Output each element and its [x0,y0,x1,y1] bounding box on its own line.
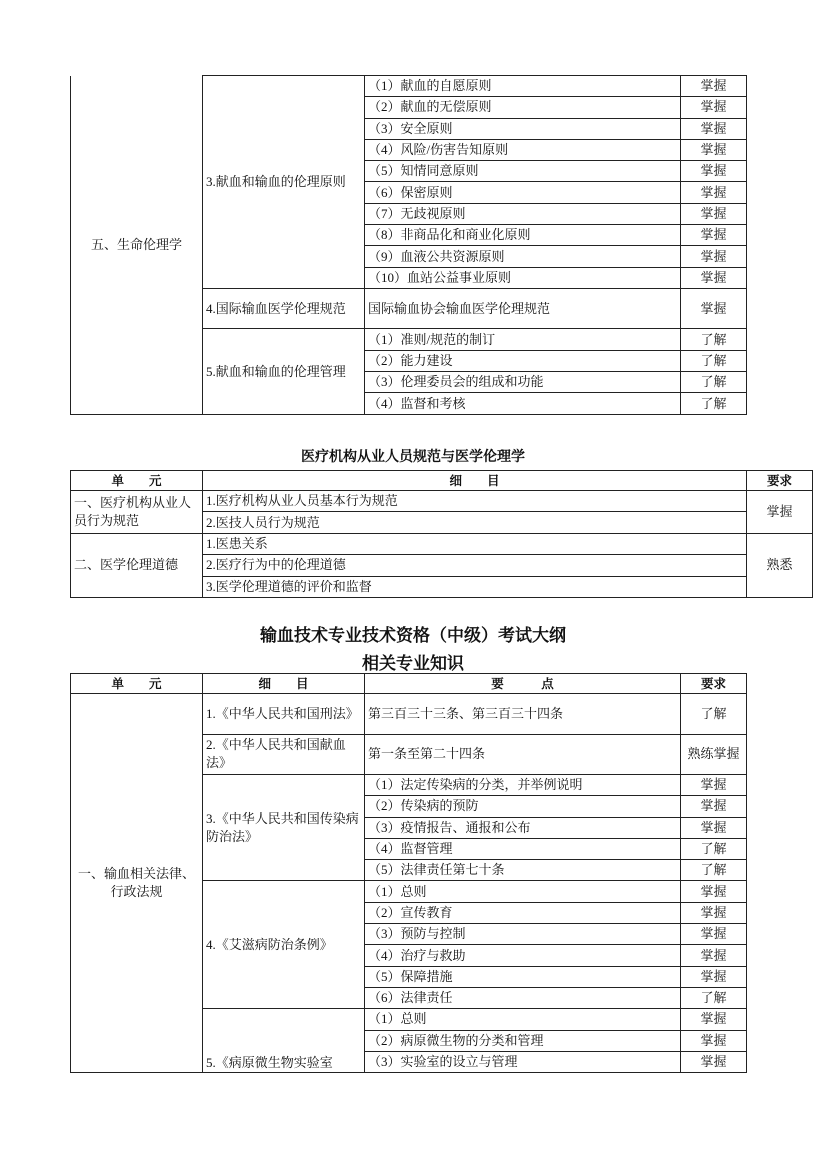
point-cell: （1）总则 [365,1009,681,1030]
point-cell: （3）疫情报告、通报和公布 [365,817,681,838]
unit-cell: 二、医学伦理道德 [71,533,203,597]
point-cell: （10）血站公益事业原则 [365,267,681,288]
point-cell: 国际输血协会输血医学伦理规范 [365,288,681,329]
detail-cell: 1.医疗机构从业人员基本行为规范 [203,491,747,512]
requirement-cell: 掌握 [681,267,747,288]
requirement-cell: 了解 [681,329,747,350]
detail-cell: 1.医患关系 [203,533,747,554]
point-cell: （5）保障措施 [365,966,681,987]
point-cell: （1）总则 [365,881,681,902]
requirement-cell: 掌握 [747,491,813,534]
unit-cell: 五、生命伦理学 [71,76,203,415]
detail-cell: 3.医学伦理道德的评价和监督 [203,576,747,597]
detail-cell: 5.《病原微生物实验室 [203,1009,365,1073]
unit-cell: 一、医疗机构从业人员行为规范 [71,491,203,534]
point-cell: （9）血液公共资源原则 [365,246,681,267]
requirement-cell: 掌握 [681,881,747,902]
point-cell: （1）法定传染病的分类，并举例说明 [365,775,681,796]
requirement-cell: 掌握 [681,924,747,945]
detail-cell: 4.国际输血医学伦理规范 [203,288,365,329]
detail-cell: 3.献血和输血的伦理原则 [203,76,365,289]
requirement-cell: 掌握 [681,139,747,160]
requirement-cell: 掌握 [681,182,747,203]
requirement-cell: 掌握 [681,76,747,97]
document-subtitle: 相关专业知识 [362,654,464,674]
detail-cell: 3.《中华人民共和国传染病防治法》 [203,775,365,881]
point-cell: （4）监督管理 [365,838,681,859]
header-requirement: 要求 [747,471,813,491]
requirement-cell: 掌握 [681,288,747,329]
point-cell: （7）无歧视原则 [365,203,681,224]
detail-cell: 1.《中华人民共和国刑法》 [203,694,365,735]
requirement-cell: 了解 [681,372,747,393]
point-cell: （5）知情同意原则 [365,161,681,182]
requirement-cell: 掌握 [681,775,747,796]
point-cell: 第一条至第二十四条 [365,734,681,775]
requirement-cell: 掌握 [681,1009,747,1030]
document-title: 输血技术专业技术资格（中级）考试大纲 [260,626,566,646]
point-cell: （8）非商品化和商业化原则 [365,225,681,246]
point-cell: （4）治疗与救助 [365,945,681,966]
requirement-cell: 掌握 [681,161,747,182]
header-unit: 单 元 [71,471,203,491]
detail-cell: 2.医疗行为中的伦理道德 [203,555,747,576]
related-knowledge-table [70,673,747,1073]
table-row [71,533,813,554]
point-cell: （1）准则/规范的制订 [365,329,681,350]
requirement-cell: 掌握 [681,796,747,817]
point-cell: 第三百三十三条、第三百三十四条 [365,694,681,735]
point-cell: （6）保密原则 [365,182,681,203]
requirement-cell: 掌握 [681,225,747,246]
requirement-cell: 了解 [681,350,747,371]
unit-cell: 一、输血相关法律、行政法规 [71,694,203,1073]
requirement-cell: 掌握 [681,966,747,987]
requirement-cell: 掌握 [681,945,747,966]
detail-cell: 2.医技人员行为规范 [203,512,747,533]
point-cell: （3）伦理委员会的组成和功能 [365,372,681,393]
requirement-cell: 熟悉 [747,533,813,597]
conduct-ethics-table [70,470,813,598]
detail-cell: 5.献血和输血的伦理管理 [203,329,365,414]
point-cell: （4）风险/伤害告知原则 [365,139,681,160]
requirement-cell: 了解 [681,987,747,1008]
point-cell: （1）献血的自愿原则 [365,76,681,97]
ethics-table-continued [70,75,747,415]
point-cell: （2）病原微生物的分类和管理 [365,1030,681,1051]
point-cell: （3）预防与控制 [365,924,681,945]
header-detail: 细 目 [203,674,365,694]
point-cell: （3）实验室的设立与管理 [365,1051,681,1072]
point-cell: （2）宣传教育 [365,902,681,923]
point-cell: （2）能力建设 [365,350,681,371]
requirement-cell: 掌握 [681,203,747,224]
requirement-cell: 掌握 [681,97,747,118]
requirement-cell: 了解 [681,393,747,414]
table-row [71,491,813,512]
requirement-cell: 掌握 [681,1030,747,1051]
header-unit: 单 元 [71,674,203,694]
requirement-cell: 掌握 [681,902,747,923]
point-cell: （2）传染病的预防 [365,796,681,817]
point-cell: （5）法律责任第七十条 [365,860,681,881]
point-cell: （6）法律责任 [365,987,681,1008]
requirement-cell: 掌握 [681,246,747,267]
requirement-cell: 了解 [681,860,747,881]
detail-cell: 2.《中华人民共和国献血法》 [203,734,365,775]
requirement-cell: 掌握 [681,1051,747,1072]
point-cell: （2）献血的无偿原则 [365,97,681,118]
header-points: 要 点 [365,674,681,694]
header-requirement: 要求 [681,674,747,694]
detail-cell: 4.《艾滋病防治条例》 [203,881,365,1009]
requirement-cell: 掌握 [681,118,747,139]
requirement-cell: 熟练掌握 [681,734,747,775]
table-row [71,694,747,735]
requirement-cell: 掌握 [681,817,747,838]
section-title: 医疗机构从业人员规范与医学伦理学 [301,449,525,465]
requirement-cell: 了解 [681,838,747,859]
point-cell: （4）监督和考核 [365,393,681,414]
table-row [71,76,747,97]
point-cell: （3）安全原则 [365,118,681,139]
header-detail: 细 目 [203,471,747,491]
requirement-cell: 了解 [681,694,747,735]
